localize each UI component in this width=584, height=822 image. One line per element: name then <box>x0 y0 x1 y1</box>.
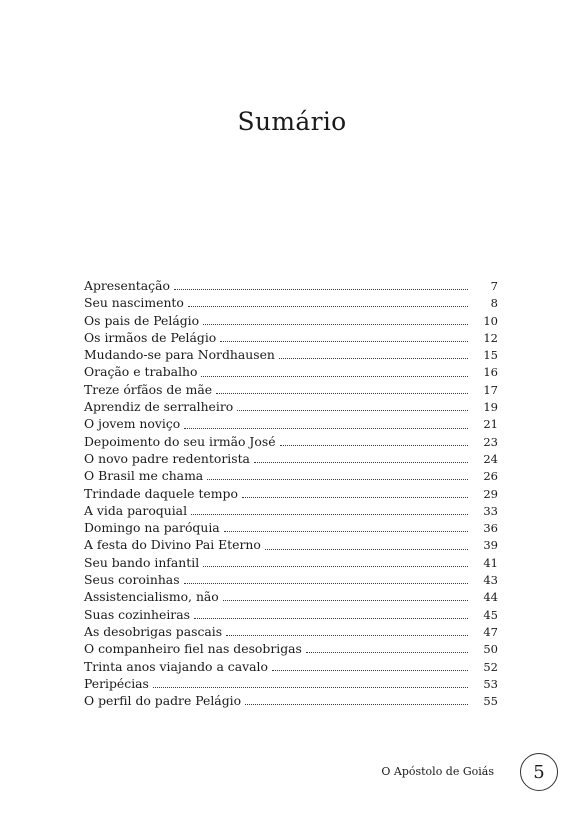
toc-dot-leader <box>245 704 468 705</box>
toc-entry <box>84 415 498 432</box>
toc-dot-leader <box>279 358 468 359</box>
page-number: 5 <box>520 753 558 791</box>
toc-entry <box>84 588 498 605</box>
toc-entry <box>84 294 498 311</box>
toc-entry-page: 24 <box>483 451 498 466</box>
toc-entry-title: Treze órfãos de mãe <box>84 381 213 397</box>
toc-entry-title: O novo padre redentorista <box>84 450 250 466</box>
toc-entry-page: 52 <box>483 659 498 674</box>
toc-entry-title: Mudando-se para Nordhausen <box>84 347 275 363</box>
toc-entry-page: 44 <box>483 590 498 605</box>
toc-entry-page: 29 <box>483 486 498 501</box>
toc-dot-leader <box>153 687 468 688</box>
toc-entry-title: Seus coroinhas <box>84 572 180 588</box>
toc-entry-page: 16 <box>483 365 498 380</box>
table-of-contents <box>84 277 498 709</box>
toc-entry <box>84 519 498 536</box>
toc-dot-leader <box>201 376 468 377</box>
toc-entry <box>84 502 498 519</box>
toc-dot-leader <box>265 549 468 550</box>
toc-entry-title: Trinta anos viajando a cavalo <box>84 658 268 674</box>
toc-entry-title: Peripécias <box>84 675 149 691</box>
toc-entry <box>84 623 498 640</box>
toc-dot-leader <box>237 410 468 411</box>
toc-dot-leader <box>184 583 468 584</box>
toc-entry <box>84 450 498 467</box>
toc-entry <box>84 433 498 450</box>
toc-entry-page: 45 <box>483 607 498 622</box>
toc-entry-title: Os pais de Pelágio <box>84 312 200 328</box>
toc-entry <box>84 675 498 692</box>
toc-entry-title: Seu bando infantil <box>84 554 200 570</box>
toc-entry-page: 43 <box>483 573 498 588</box>
toc-entry-title: As desobrigas pascais <box>84 623 223 639</box>
toc-entry-page: 50 <box>483 642 498 657</box>
toc-entry-title: O jovem noviço <box>84 416 181 432</box>
toc-entry-page: 19 <box>483 400 498 415</box>
toc-entry-title: O companheiro fiel nas desobrigas <box>84 641 302 657</box>
toc-entry <box>84 658 498 675</box>
toc-dot-leader <box>224 531 468 532</box>
toc-entry-page: 41 <box>483 555 498 570</box>
toc-entry-page: 39 <box>483 538 498 553</box>
toc-entry <box>84 467 498 484</box>
toc-entry-page: 53 <box>483 676 498 691</box>
toc-entry <box>84 381 498 398</box>
page-title: Sumário <box>237 106 347 136</box>
toc-entry-title: Os irmãos de Pelágio <box>84 329 217 345</box>
toc-dot-leader <box>306 652 468 653</box>
toc-dot-leader <box>254 462 468 463</box>
toc-entry <box>84 692 498 709</box>
toc-dot-leader <box>216 393 468 394</box>
toc-entry-page: 55 <box>483 694 498 709</box>
toc-entry-page: 47 <box>483 624 498 639</box>
toc-entry-title: Depoimento do seu irmão José <box>84 433 276 449</box>
toc-entry-title: Seu nascimento <box>84 295 184 311</box>
toc-dot-leader <box>242 497 468 498</box>
toc-entry-title: Aprendiz de serralheiro <box>84 399 234 415</box>
toc-dot-leader <box>188 306 468 307</box>
toc-entry <box>84 312 498 329</box>
toc-dot-leader <box>223 600 468 601</box>
toc-entry <box>84 485 498 502</box>
toc-entry <box>84 606 498 623</box>
toc-entry-page: 33 <box>483 503 498 518</box>
toc-entry-title: O perfil do padre Pelágio <box>84 693 242 709</box>
toc-entry-page: 15 <box>483 348 498 363</box>
toc-entry-title: Oração e trabalho <box>84 364 198 380</box>
toc-entry-title: Apresentação <box>84 278 170 293</box>
toc-entry-page: 12 <box>483 330 498 345</box>
toc-dot-leader <box>184 428 468 429</box>
toc-entry <box>84 571 498 588</box>
toc-dot-leader <box>272 670 468 671</box>
toc-entry <box>84 277 498 294</box>
toc-entry-title: A vida paroquial <box>84 502 188 518</box>
toc-entry-page: 7 <box>490 279 498 293</box>
toc-dot-leader <box>191 514 468 515</box>
toc-entry-page: 10 <box>483 313 498 328</box>
toc-entry-page: 17 <box>483 382 498 397</box>
toc-dot-leader <box>220 341 468 342</box>
toc-entry <box>84 536 498 553</box>
toc-entry-title: A festa do Divino Pai Eterno <box>84 537 261 553</box>
toc-entry-title: O Brasil me chama <box>84 468 204 484</box>
toc-dot-leader <box>226 635 468 636</box>
toc-entry <box>84 329 498 346</box>
toc-entry <box>84 640 498 657</box>
toc-entry <box>84 398 498 415</box>
toc-entry-title: Trindade daquele tempo <box>84 485 238 501</box>
toc-entry-title: Domingo na paróquia <box>84 520 220 536</box>
toc-dot-leader <box>194 618 468 619</box>
toc-entry <box>84 554 498 571</box>
toc-entry <box>84 346 498 363</box>
toc-entry-page: 8 <box>490 296 498 311</box>
toc-entry-title: Suas cozinheiras <box>84 606 190 622</box>
toc-entry-page: 23 <box>483 434 498 449</box>
running-footer-book-title: O Apóstolo de Goiás <box>381 765 494 778</box>
toc-entry-page: 26 <box>483 469 498 484</box>
toc-dot-leader <box>207 479 468 480</box>
toc-entry <box>84 363 498 380</box>
toc-entry-title: Assistencialismo, não <box>84 589 219 605</box>
toc-dot-leader <box>280 445 468 446</box>
toc-entry-page: 21 <box>483 417 498 432</box>
toc-entry-page: 36 <box>483 521 498 536</box>
toc-dot-leader <box>203 324 468 325</box>
toc-dot-leader <box>203 566 468 567</box>
toc-dot-leader <box>174 289 468 290</box>
